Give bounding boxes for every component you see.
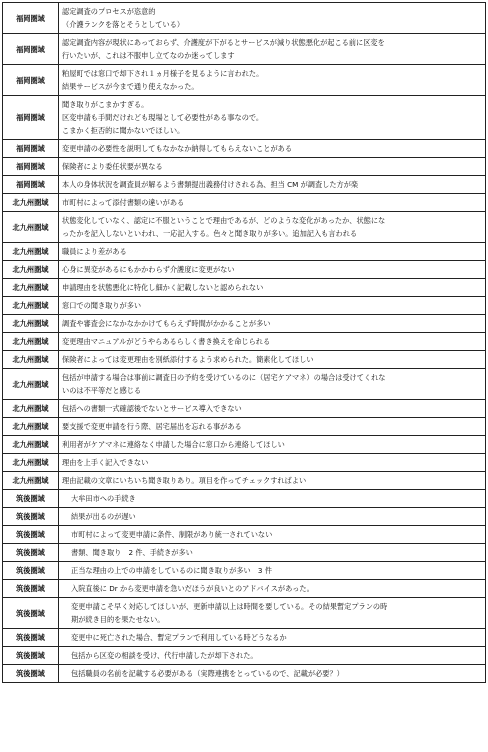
table-row xyxy=(3,436,486,454)
region-cell: 北九州圏域 xyxy=(3,194,59,212)
comment-line: 本人の身体状況を調査員が解るよう書類提出義務付けされる為、担当 CM が調査した方が楽 xyxy=(62,180,359,189)
table-row xyxy=(3,351,486,369)
comment-cell xyxy=(59,526,486,544)
comment-line: 申請理由を状態悪化に特化し細かく記載しないと認められない xyxy=(62,283,264,292)
table-row xyxy=(3,3,486,34)
table-row xyxy=(3,333,486,351)
table-row xyxy=(3,369,486,400)
table-row xyxy=(3,261,486,279)
comment-line: 市町村によって変更申請に条件、制限があり統一されていない xyxy=(71,530,273,539)
comment-line: 窓口での聞き取りが多い xyxy=(62,301,142,310)
comment-line: 大牟田市への手続き xyxy=(71,494,136,503)
comment-line: 聞き取りがこまかすぎる。 xyxy=(62,100,149,109)
comment-cell xyxy=(59,598,486,629)
comment-line: 利用者がケアマネに連絡なく申請した場合に窓口から連絡してほしい xyxy=(62,440,285,449)
region-cell: 北九州圏域 xyxy=(3,297,59,315)
table-row xyxy=(3,34,486,65)
table-row xyxy=(3,194,486,212)
comment-line: こまかく拒否的に聞かないでほしい。 xyxy=(62,126,185,135)
region-cell: 北九州圏域 xyxy=(3,351,59,369)
region-cell: 筑後圏域 xyxy=(3,580,59,598)
comment-cell xyxy=(59,65,486,96)
table-row xyxy=(3,665,486,683)
comment-cell xyxy=(59,176,486,194)
region-cell: 筑後圏域 xyxy=(3,665,59,683)
comments-table xyxy=(2,2,486,683)
table-row xyxy=(3,562,486,580)
comment-cell xyxy=(59,212,486,243)
comment-line: 理由を上手く記入できない xyxy=(62,458,149,467)
region-cell: 福岡圏域 xyxy=(3,158,59,176)
table-row xyxy=(3,526,486,544)
comment-line: 理由記載の文章にいちいち聞き取りあり。項目を作ってチェックすればよい xyxy=(62,476,307,485)
table-row xyxy=(3,418,486,436)
region-cell: 北九州圏域 xyxy=(3,436,59,454)
region-cell: 北九州圏域 xyxy=(3,261,59,279)
region-cell: 福岡圏域 xyxy=(3,96,59,140)
comment-cell xyxy=(59,194,486,212)
comment-line: （介護ランクを落とそうとしている） xyxy=(62,20,185,29)
comment-cell xyxy=(59,418,486,436)
comment-line: 認定調査のプロセスが恣意的 xyxy=(62,7,156,16)
table-row xyxy=(3,629,486,647)
comment-cell xyxy=(59,140,486,158)
region-cell: 北九州圏域 xyxy=(3,400,59,418)
region-cell: 北九州圏域 xyxy=(3,418,59,436)
comment-cell xyxy=(59,665,486,683)
comment-line: 変更申請こそ早く対応してほしいが、更新申請以上は時間を要している。その結果暫定プランの時 xyxy=(71,602,388,611)
table-row xyxy=(3,490,486,508)
comment-cell xyxy=(59,436,486,454)
region-cell: 北九州圏域 xyxy=(3,454,59,472)
comment-cell xyxy=(59,96,486,140)
region-cell: 筑後圏域 xyxy=(3,508,59,526)
comment-cell xyxy=(59,647,486,665)
comment-line: 職員により差がある xyxy=(62,247,127,256)
comment-line: 包括への書類一式確認後でないとサービス導入できない xyxy=(62,404,242,413)
comment-line: 区変申請も手間だけれども現場として必要性がある事なので。 xyxy=(62,113,264,122)
comment-line: 書類、聞き取り 2 件、手続きが多い xyxy=(71,548,193,557)
comment-line: 粕屋町では窓口で却下され１ヵ月様子を見るように言われた。 xyxy=(62,69,264,78)
region-cell: 福岡圏域 xyxy=(3,3,59,34)
region-cell: 福岡圏域 xyxy=(3,176,59,194)
region-cell: 福岡圏域 xyxy=(3,34,59,65)
region-cell: 福岡圏域 xyxy=(3,65,59,96)
table-row xyxy=(3,598,486,629)
region-cell: 北九州圏域 xyxy=(3,243,59,261)
region-cell: 北九州圏域 xyxy=(3,315,59,333)
region-cell: 筑後圏域 xyxy=(3,629,59,647)
table-row xyxy=(3,297,486,315)
table-row xyxy=(3,454,486,472)
comment-line: 包括職員の名前を記載する必要がある（実際連携をとっているので、記載が必要？） xyxy=(71,669,344,678)
comment-line: 包括が申請する場合は事前に調査日の予約を受けているのに（居宅ケアマネ）の場合は受けてくれな xyxy=(62,373,386,382)
comment-line: 変更申請の必要性を説明してもなかなか納得してもらえないことがある xyxy=(62,144,293,153)
comment-line: 保険者によっては変更理由を別紙添付するよう求められた。簡素化してほしい xyxy=(62,355,314,364)
comment-line: 心身に異変があるにもかかわらず介護度に変更がない xyxy=(62,265,235,274)
comment-line: 結果が出るのが遅い xyxy=(71,512,136,521)
comment-cell xyxy=(59,34,486,65)
comment-cell xyxy=(59,508,486,526)
region-cell: 北九州圏域 xyxy=(3,472,59,490)
comment-cell xyxy=(59,3,486,34)
table-row xyxy=(3,580,486,598)
comment-line: 調査や審査会になかなかかけてもらえず時間がかかることが多い xyxy=(62,319,271,328)
comment-cell xyxy=(59,490,486,508)
comment-line: 変更理由マニュアルがどうやらあるらしく書き換えを命じられる xyxy=(62,337,271,346)
table-row xyxy=(3,96,486,140)
table-row xyxy=(3,176,486,194)
comment-cell xyxy=(59,333,486,351)
comment-line: 要支援で変更申請を行う際、居宅届出を忘れる事がある xyxy=(62,422,242,431)
comment-cell xyxy=(59,580,486,598)
region-cell: 北九州圏域 xyxy=(3,212,59,243)
comment-cell xyxy=(59,261,486,279)
region-cell: 筑後圏域 xyxy=(3,647,59,665)
comment-cell xyxy=(59,315,486,333)
region-cell: 筑後圏域 xyxy=(3,562,59,580)
region-cell: 筑後圏域 xyxy=(3,490,59,508)
table-row xyxy=(3,315,486,333)
table-row xyxy=(3,400,486,418)
comment-cell xyxy=(59,351,486,369)
table-row xyxy=(3,243,486,261)
comment-cell xyxy=(59,369,486,400)
comment-line: 保険者により委任状要が異なる xyxy=(62,162,163,171)
table-row xyxy=(3,158,486,176)
comment-line: 期が続き目的を果たせない。 xyxy=(71,615,165,624)
table-row xyxy=(3,212,486,243)
comment-cell xyxy=(59,629,486,647)
comment-line: 行いたいが、これは不服申し立てなのか迷ってします xyxy=(62,51,235,60)
comment-cell xyxy=(59,562,486,580)
region-cell: 北九州圏域 xyxy=(3,279,59,297)
comment-cell xyxy=(59,400,486,418)
table-row xyxy=(3,65,486,96)
region-cell: 福岡圏域 xyxy=(3,140,59,158)
comment-line: 正当な理由の上での申請をしているのに聞き取りが多い 3 件 xyxy=(71,566,272,575)
table-row xyxy=(3,647,486,665)
table-row xyxy=(3,544,486,562)
table-row xyxy=(3,279,486,297)
comment-line: ったかを記入しないといわれ、一応記入する。色々と聞き取りが多い。追加記入も言われる xyxy=(62,229,358,238)
region-cell: 北九州圏域 xyxy=(3,369,59,400)
comment-cell xyxy=(59,472,486,490)
table-row xyxy=(3,140,486,158)
comment-line: 認定調査内容が現状にあっておらず、介護度が下がるとサービスが減り状態悪化が起こる前に区変を xyxy=(62,38,385,47)
comment-cell xyxy=(59,544,486,562)
region-cell: 筑後圏域 xyxy=(3,544,59,562)
comment-line: 包括から区変の相談を受け、代行申請したが却下された。 xyxy=(71,651,258,660)
comment-line: 市町村によって添付書類の違いがある xyxy=(62,198,185,207)
comment-cell xyxy=(59,279,486,297)
comment-line: 入院直後に Dr から変更申請を急いだほうが良いとのアドバイスがあった。 xyxy=(71,584,314,593)
comment-line: 変更中に死亡された場合、暫定プランで利用している時どうなるか xyxy=(71,633,287,642)
comment-line: いのは不平等だと感じる xyxy=(62,386,142,395)
comments-table-body xyxy=(3,3,486,683)
region-cell: 筑後圏域 xyxy=(3,598,59,629)
comment-cell xyxy=(59,158,486,176)
comment-cell xyxy=(59,243,486,261)
table-row xyxy=(3,508,486,526)
comment-cell xyxy=(59,297,486,315)
region-cell: 筑後圏域 xyxy=(3,526,59,544)
region-cell: 北九州圏域 xyxy=(3,333,59,351)
comment-line: 結果サービスが今まで通り使えなかった。 xyxy=(62,82,199,91)
table-row xyxy=(3,472,486,490)
comment-cell xyxy=(59,454,486,472)
comment-line: 状態変化していなく、認定に不服ということで理由であるが、どのような変化があったか、状態にな xyxy=(62,216,386,225)
